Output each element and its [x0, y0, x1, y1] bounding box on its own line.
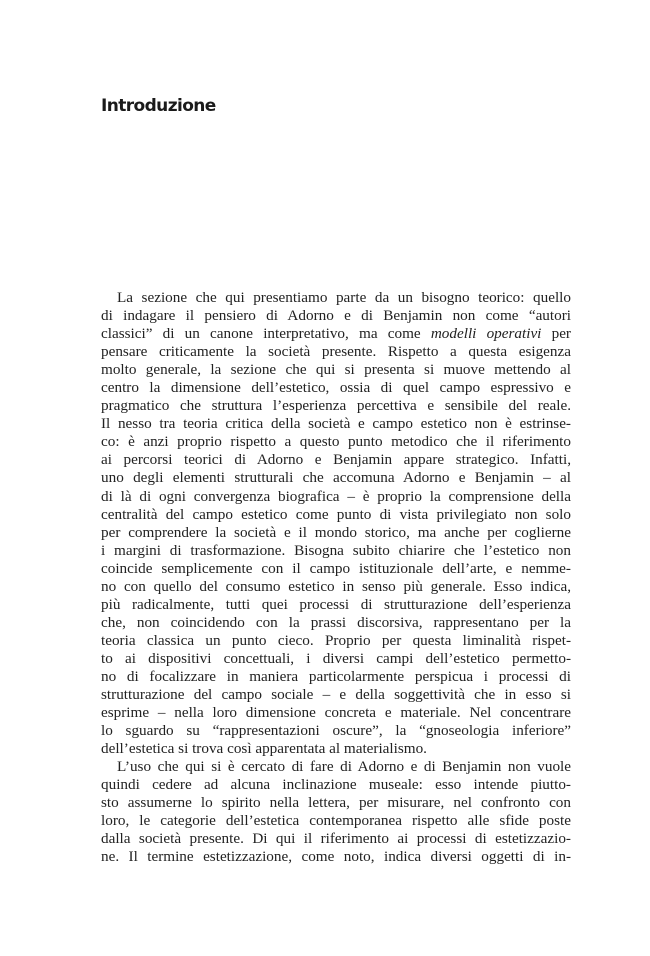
- text-line: quindi cedere ad alcuna inclinazione museale: esso intende piutto-: [101, 776, 571, 794]
- text-line: dalla società presente. Di qui il riferimento ai processi di estetizzazio-: [101, 830, 571, 848]
- text-line: coincide semplicemente con il campo istituzionale dell’arte, e nemme-: [101, 559, 571, 577]
- chapter-title: Introduzione: [101, 96, 216, 116]
- text-line: strutturazione del campo sociale – e della soggettività che in esso si: [101, 686, 571, 704]
- text-line: teoria classica un punto cieco. Proprio per questa liminalità rispet-: [101, 631, 571, 649]
- text-line: i margini di trasformazione. Bisogna subito chiarire che l’estetico non: [101, 541, 571, 559]
- text-line: pragmatico che struttura l’esperienza percettiva e sensibile del reale.: [101, 397, 571, 415]
- text-line: uno degli elementi strutturali che accomuna Adorno e Benjamin – al: [101, 469, 571, 487]
- text-line: classici” di un canone interpretativo, ma come modelli operativi per: [101, 325, 571, 343]
- paragraph-1: [101, 289, 571, 758]
- text-line: no con quello del consumo estetico in senso più generale. Esso indica,: [101, 577, 571, 595]
- text-line: lo sguardo su “rappresentazioni oscure”, la “gnoseologia inferiore”: [101, 722, 571, 740]
- text-line: centro la dimensione dell’estetico, ossia di quel campo espressivo e: [101, 379, 571, 397]
- text-line: to ai dispositivi concettuali, i diversi campi dell’estetico permetto-: [101, 649, 571, 667]
- text-line: di là di ogni convergenza biografica – è proprio la comprensione della: [101, 487, 571, 505]
- text-line: ai percorsi teorici di Adorno e Benjamin appare strategico. Infatti,: [101, 451, 571, 469]
- text-line: centralità del campo estetico come punto di vista privilegiato non solo: [101, 505, 571, 523]
- text-line: ne. Il termine estetizzazione, come noto, indica diversi oggetti di in-: [101, 848, 571, 866]
- text-line: molto generale, la sezione che qui si presenta si muove mettendo al: [101, 361, 571, 379]
- text-line: loro, le categorie dell’estetica contemporanea rispetto alle sfide poste: [101, 812, 571, 830]
- text-line: L’uso che qui si è cercato di fare di Adorno e di Benjamin non vuole: [117, 758, 571, 776]
- text-line: La sezione che qui presentiamo parte da un bisogno teorico: quello: [117, 289, 571, 306]
- paragraph-2: [101, 758, 571, 866]
- text-line: Il nesso tra teoria critica della società e campo estetico non è estrinse-: [101, 415, 571, 433]
- text-line: pensare criticamente la società presente. Rispetto a questa esigenza: [101, 343, 571, 361]
- text-line: sto assumerne lo spirito nella lettera, per misurare, nel confronto con: [101, 794, 571, 812]
- text-line: esprime – nella loro dimensione concreta e materiale. Nel concentrare: [101, 704, 571, 722]
- text-line: no di focalizzare in maniera particolarmente perspicua i processi di: [101, 667, 571, 685]
- text-line: co: è anzi proprio rispetto a questo punto metodico che il riferimento: [101, 433, 571, 451]
- body-text: [101, 289, 571, 867]
- text-line: dell’estetica si trova così apparentata al materialismo.: [101, 740, 427, 758]
- italic-emphasis: modelli operativi: [430, 325, 542, 343]
- text-line: che, non coincidendo con la prassi discorsiva, rappresentano per la: [101, 613, 571, 631]
- text-line: per comprendere la società e il mondo storico, ma anche per coglierne: [101, 523, 571, 541]
- text-line: di indagare il pensiero di Adorno e di Benjamin non come “autori: [101, 307, 571, 325]
- text-line: più radicalmente, tutti quei processi di strutturazione dell’esperienza: [101, 595, 571, 613]
